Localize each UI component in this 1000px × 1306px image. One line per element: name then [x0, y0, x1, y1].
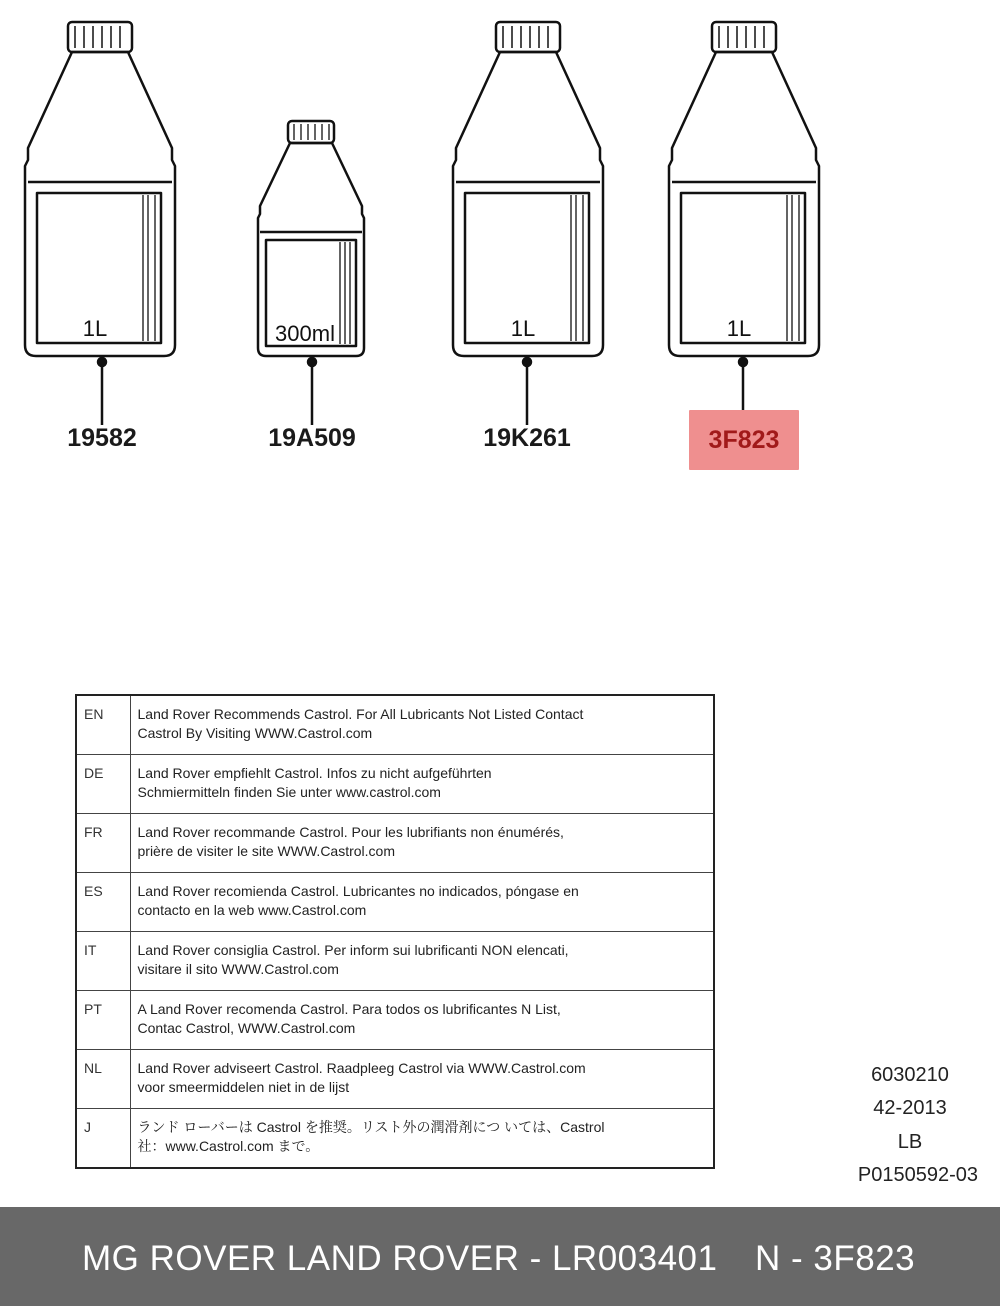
- bottle-19582: [25, 22, 175, 425]
- bottle-19A509: [258, 121, 364, 425]
- bottle-volume-19582: 1L: [82, 316, 108, 341]
- note-text: Land Rover recommande Castrol. Pour les lubrifiants non énumérés, prière de visiter le site WWW.Castrol.com: [130, 814, 714, 873]
- table-row: [76, 755, 714, 814]
- lang-code: J: [76, 1109, 130, 1169]
- note-text: Land Rover recomienda Castrol. Lubricantes no indicados, póngase en contacto en la web www.Castrol.com: [130, 873, 714, 932]
- lang-code: DE: [76, 755, 130, 814]
- bottle-diagram: [0, 0, 1000, 480]
- table-row: [76, 1109, 714, 1169]
- table-row: [76, 873, 714, 932]
- part-number-19582[interactable]: 19582: [67, 424, 137, 452]
- bottle-3F823: [669, 22, 819, 412]
- table-row: [76, 991, 714, 1050]
- table-row: [76, 695, 714, 755]
- bottle-volume-19A509: 300ml: [275, 321, 335, 346]
- reference-code-1: 6030210: [871, 1064, 949, 1086]
- note-text: Land Rover adviseert Castrol. Raadpleeg Castrol via WWW.Castrol.com voor smeermiddelen niet in de lijst: [130, 1050, 714, 1109]
- bottle-volume-3F823: 1L: [726, 316, 752, 341]
- note-text: A Land Rover recomenda Castrol. Para todos os lubrificantes N List, Contac Castrol, WWW.Castrol.com: [130, 991, 714, 1050]
- part-number-19K261[interactable]: 19K261: [483, 424, 571, 452]
- note-text: Land Rover consiglia Castrol. Per inform sui lubrificanti NON elencati, visitare il sito WWW.Castrol.com: [130, 932, 714, 991]
- castrol-recommendation-table: [75, 694, 715, 1169]
- lang-code: ES: [76, 873, 130, 932]
- footer-model-text: MG ROVER LAND ROVER - LR003401: [82, 1239, 718, 1278]
- table-row: [76, 932, 714, 991]
- reference-code-4: P0150592-03: [857, 1164, 978, 1186]
- reference-code-3: LB: [897, 1131, 923, 1153]
- table-row: [76, 814, 714, 873]
- bottle-19K261: [453, 22, 603, 425]
- table-row: [76, 1050, 714, 1109]
- lang-code: NL: [76, 1050, 130, 1109]
- lang-code: EN: [76, 695, 130, 755]
- lang-code: FR: [76, 814, 130, 873]
- part-number-3F823-highlighted[interactable]: 3F823: [689, 410, 799, 470]
- footer-bar: [0, 1207, 1000, 1306]
- part-number-19A509[interactable]: 19A509: [268, 424, 356, 452]
- bottle-volume-19K261: 1L: [510, 316, 536, 341]
- lang-code: PT: [76, 991, 130, 1050]
- note-text: Land Rover Recommends Castrol. For All Lubricants Not Listed Contact Castrol By Visiting WWW.Castrol.com: [130, 695, 714, 755]
- note-text: ランド ローバーは Castrol を推奨。リスト外の潤滑剤につ いては、Castrol 社：www.Castrol.com まで。: [130, 1109, 714, 1169]
- footer-part-text: N - 3F823: [755, 1239, 916, 1278]
- lang-code: IT: [76, 932, 130, 991]
- note-text: Land Rover empfiehlt Castrol. Infos zu nicht aufgeführten Schmiermitteln finden Sie unter www.castrol.com: [130, 755, 714, 814]
- reference-code-2: 42-2013: [873, 1097, 947, 1119]
